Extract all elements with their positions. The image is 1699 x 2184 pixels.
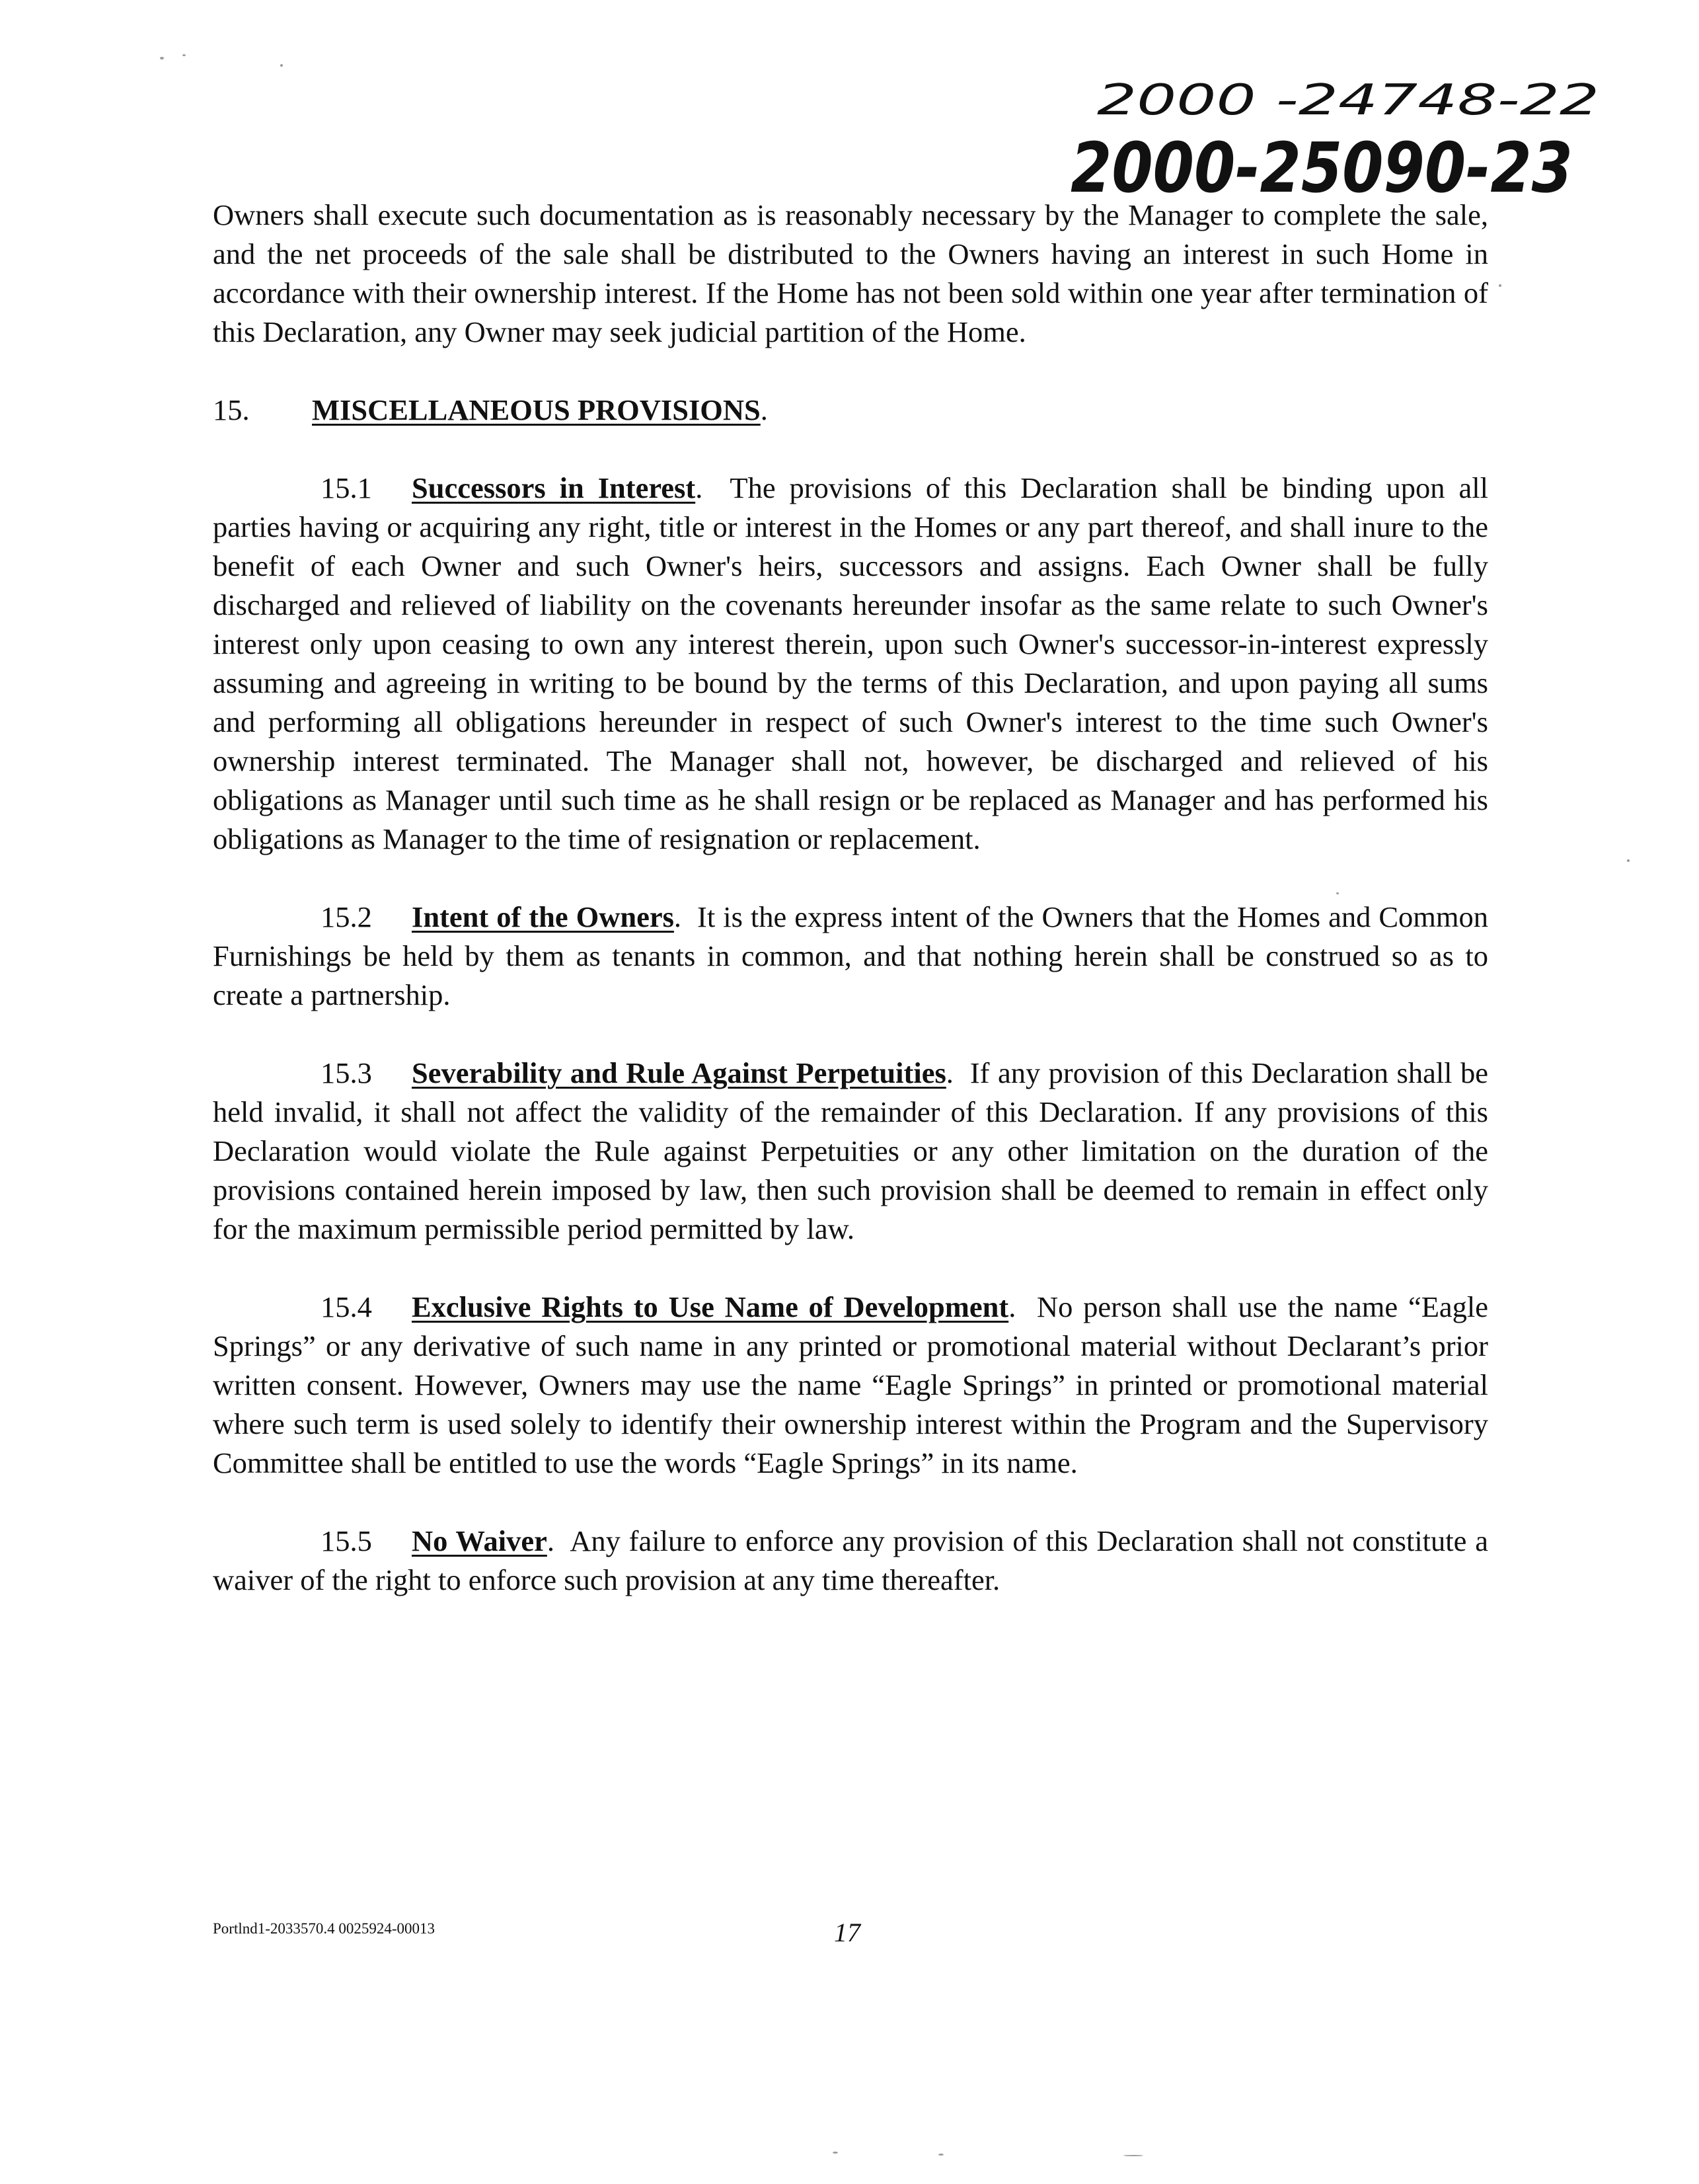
scan-speck — [1627, 859, 1630, 862]
subsection-text: The provisions of this Declaration shall be binding upon all parties having or acquiring any right, title or interest in the Homes or any part thereof, and shall inure to the benefit of each Owner and such Owner's heirs, successors and assigns. Each Owner shall be fully discharged and relieved of liability on the covenants hereunder insofar as the same relate to such Owner's interest only upon ceasing to own any interest therein, upon such Owner's successor-in-interest expressly assuming and agreeing in writing to be bound by the terms of this Declaration, and upon paying all sums and performing all obligations hereunder in respect of such Owner's interest to the time such Owner's ownership interest terminated. The Manager shall not, however, be discharged and relieved of his obligations as Manager until such time as he shall resign or be replaced as Manager and has performed his obligations as Manager to the time of resignation or replacement. — [213, 471, 1488, 855]
scan-speck — [1336, 892, 1339, 894]
scan-speck — [1123, 2155, 1143, 2156]
subsection-text: No person shall use the name “Eagle Springs” or any derivative of such name in any printed or promotional material without Declarant’s prior written consent. However, Owners may use the name “Eagle Springs” in printed or promotional material where such term is used solely to identify their ownership interest within the Program and the Supervisory Committee shall be entitled to use the words “Eagle Springs” in its name. — [213, 1290, 1489, 1479]
handwritten-line-1: 2000 -24748-22 — [1097, 76, 1599, 125]
scan-speck — [160, 57, 164, 59]
section-title: MISCELLANEOUS PROVISIONS — [312, 393, 761, 426]
subsection-number: 15.3 — [321, 1056, 372, 1089]
subsection-number: 15.1 — [321, 471, 372, 504]
subsection-15-3: 15.3 Severability and Rule Against Perpetuities. If any provision of this Declaration shall be held invalid, it shall not affect the validity of the remainder of this Declaration. If any provisions of this Declaration would violate the Rule against Perpetuities or any other limitation on the duration of the provisions contained herein imposed by law, then such provision shall be deemed to remain in effect only for the maximum permissible period permitted by law. — [213, 1054, 1488, 1249]
subsection-text: It is the express intent of the Owners that the Homes and Common Furnishings be held by them as tenants in common, and that nothing herein shall be construed so as to create a partnership. — [213, 900, 1488, 1011]
footer-page-number: 17 — [834, 1918, 860, 1947]
footer-document-id: Portlnd1-2033570.4 0025924-00013 — [213, 1920, 435, 1937]
subsection-number: 15.4 — [321, 1290, 372, 1323]
intro-paragraph: Owners shall execute such documentation as is reasonably necessary by the Manager to complete the sale, and the net proceeds of the sale shall be distributed to the Owners having an interest in such Home in accordance with their ownership interest. If the Home has not been sold within one year after termination of this Declaration, any Owner may seek judicial partition of the Home. — [213, 198, 1488, 348]
subsection-number: 15.5 — [321, 1524, 372, 1557]
subsection-title: Successors in Interest — [412, 471, 696, 504]
scan-speck — [833, 2152, 838, 2154]
scan-speck — [182, 54, 186, 56]
section-number: 15. — [213, 393, 250, 426]
scan-speck — [938, 2154, 944, 2156]
subsection-15-5: 15.5 No Waiver. Any failure to enforce any provision of this Declaration shall not constitute a waiver of the right to enforce such provision at any time thereafter. — [213, 1522, 1488, 1600]
subsection-number: 15.2 — [321, 900, 372, 933]
subsection-title: Exclusive Rights to Use Name of Development — [412, 1290, 1009, 1323]
subsection-text: If any provision of this Declaration shall be held invalid, it shall not affect the validity of the remainder of this Declaration. If any provisions of this Declaration would violate the Rule against Perpetuities or any other limitation on the duration of the provisions contained herein imposed by law, then such provision shall be deemed to remain in effect only for the maximum permissible period permitted by law. — [213, 1056, 1489, 1245]
subsection-text: Any failure to enforce any provision of this Declaration shall not constitute a waiver of the right to enforce such provision at any time thereafter. — [213, 1524, 1489, 1596]
handwritten-line-2: 2000-25090-23 — [1071, 128, 1573, 208]
scan-speck — [1499, 284, 1501, 287]
subsection-title: Intent of the Owners — [412, 900, 674, 933]
handwritten-annotation — [1071, 63, 1639, 215]
document-body — [213, 196, 1488, 1639]
section-heading: 15. MISCELLANEOUS PROVISIONS. — [213, 391, 1488, 430]
subsection-title: Severability and Rule Against Perpetuities — [412, 1056, 946, 1089]
subsection-15-1: 15.1 Successors in Interest. The provisions of this Declaration shall be binding upon all parties having or acquiring any right, title or interest in the Homes or any part thereof, and shall inure to the benefit of each Owner and such Owner's heirs, successors and assigns. Each Owner shall be fully discharged and relieved of liability on the covenants hereunder insofar as the same relate to such Owner's interest only upon ceasing to own any interest therein, upon such Owner's successor-in-interest expressly assuming and agreeing in writing to be bound by the terms of this Declaration, and upon paying all sums and performing all obligations hereunder in respect of such Owner's interest to the time such Owner's ownership interest terminated. The Manager shall not, however, be discharged and relieved of his obligations as Manager until such time as he shall resign or be replaced as Manager and has performed his obligations as Manager to the time of resignation or replacement. — [213, 469, 1488, 859]
subsection-15-2: 15.2 Intent of the Owners. It is the express intent of the Owners that the Homes and Common Furnishings be held by them as tenants in common, and that nothing herein shall be construed so as to create a partnership. — [213, 898, 1488, 1015]
subsection-title: No Waiver — [412, 1524, 547, 1557]
scan-speck — [280, 64, 283, 67]
subsection-15-4: 15.4 Exclusive Rights to Use Name of Development. No person shall use the name “Eagle Springs” or any derivative of such name in any printed or promotional material without Declarant’s prior written consent. However, Owners may use the name “Eagle Springs” in printed or promotional material where such term is used solely to identify their ownership interest within the Program and the Supervisory Committee shall be entitled to use the words “Eagle Springs” in its name. — [213, 1288, 1488, 1483]
